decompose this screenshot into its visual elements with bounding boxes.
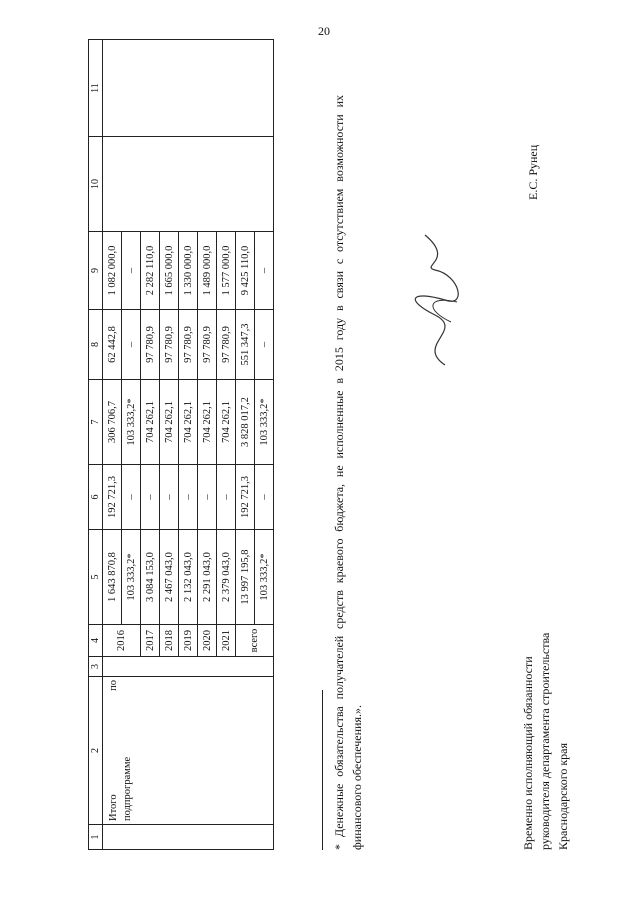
table-row xyxy=(103,40,122,850)
value-cell: – xyxy=(255,310,274,380)
year-cell: 2020 xyxy=(198,625,217,657)
value-cell: 1 643 870,8 xyxy=(103,530,122,625)
cell-col11 xyxy=(103,40,274,137)
value-cell: 704 262,1 xyxy=(217,380,236,465)
value-cell: 1 330 000,0 xyxy=(179,232,198,310)
header-cell: 10 xyxy=(89,137,103,232)
value-cell: – xyxy=(198,465,217,530)
value-cell: 9 425 110,0 xyxy=(236,232,255,310)
table-header-row xyxy=(89,40,103,850)
signature-block xyxy=(520,633,572,850)
year-cell: 2018 xyxy=(160,625,179,657)
cell-col3 xyxy=(103,657,274,677)
value-cell: 1 665 000,0 xyxy=(160,232,179,310)
signature-line: руководителя департамента строительства xyxy=(538,632,553,850)
year-cell: 2016 xyxy=(103,625,141,657)
header-cell: 6 xyxy=(89,465,103,530)
header-cell: 4 xyxy=(89,625,103,657)
signature-line: Временно исполняющий обязанности xyxy=(521,656,535,850)
row-label-word: по xyxy=(108,680,119,691)
row-label-word: подпрограмме xyxy=(122,756,134,821)
handwritten-signature xyxy=(405,230,475,370)
value-cell: 2 379 043,0 xyxy=(217,530,236,625)
value-cell: 2 282 110,0 xyxy=(141,232,160,310)
value-cell: – xyxy=(255,465,274,530)
cell-col10 xyxy=(103,137,274,232)
footnote-text: * Денежные обязательства получателей средств краевого бюджета, не исполненные в 2015 году в связи с отсутствием возможности их финансового обеспечения.». xyxy=(332,95,364,850)
cell-col1 xyxy=(103,825,274,850)
value-cell: 704 262,1 xyxy=(179,380,198,465)
header-cell: 9 xyxy=(89,232,103,310)
value-cell: 13 997 195,8 xyxy=(236,530,255,625)
year-cell: 2017 xyxy=(141,625,160,657)
value-cell: 103 333,2* xyxy=(255,380,274,465)
value-cell: – xyxy=(255,232,274,310)
row-label-word: Итого xyxy=(108,794,119,821)
budget-table xyxy=(88,39,274,850)
value-cell: 97 780,9 xyxy=(217,310,236,380)
value-cell: – xyxy=(160,465,179,530)
header-cell: 3 xyxy=(89,657,103,677)
value-cell: 97 780,9 xyxy=(141,310,160,380)
value-cell: – xyxy=(179,465,198,530)
value-cell: 704 262,1 xyxy=(141,380,160,465)
value-cell: 3 828 017,2 xyxy=(236,380,255,465)
signature-line: Краснодарского края xyxy=(555,742,570,850)
footnote xyxy=(330,95,366,850)
year-cell: 2021 xyxy=(217,625,236,657)
signer-name: Е.С. Рунец xyxy=(526,144,540,200)
value-cell: 1 489 000,0 xyxy=(198,232,217,310)
row-label-cell xyxy=(103,677,274,825)
year-cell: всего xyxy=(236,625,274,657)
value-cell: – xyxy=(122,310,141,380)
header-cell: 8 xyxy=(89,310,103,380)
value-cell: 192 721,3 xyxy=(236,465,255,530)
value-cell: 192 721,3 xyxy=(103,465,122,530)
value-cell: 2 291 043,0 xyxy=(198,530,217,625)
table-body xyxy=(89,40,274,850)
header-cell: 1 xyxy=(89,825,103,850)
page-number: 20 xyxy=(318,24,330,38)
value-cell: 704 262,1 xyxy=(160,380,179,465)
value-cell: 2 132 043,0 xyxy=(179,530,198,625)
value-cell: 1 082 000,0 xyxy=(103,232,122,310)
value-cell: 103 333,2* xyxy=(255,530,274,625)
value-cell: 97 780,9 xyxy=(179,310,198,380)
value-cell: 97 780,9 xyxy=(198,310,217,380)
value-cell: 704 262,1 xyxy=(198,380,217,465)
value-cell: 103 333,2* xyxy=(122,530,141,625)
value-cell: 103 333,2* xyxy=(122,380,141,465)
value-cell: 97 780,9 xyxy=(160,310,179,380)
value-cell: 551 347,3 xyxy=(236,310,255,380)
value-cell: 62 442,8 xyxy=(103,310,122,380)
value-cell: 2 467 043,0 xyxy=(160,530,179,625)
year-cell: 2019 xyxy=(179,625,198,657)
value-cell: 1 577 000,0 xyxy=(217,232,236,310)
value-cell: – xyxy=(217,465,236,530)
header-cell: 11 xyxy=(89,40,103,137)
value-cell: – xyxy=(122,465,141,530)
value-cell: – xyxy=(141,465,160,530)
value-cell: 306 706,7 xyxy=(103,380,122,465)
header-cell: 7 xyxy=(89,380,103,465)
value-cell: – xyxy=(122,232,141,310)
header-cell: 5 xyxy=(89,530,103,625)
header-cell: 2 xyxy=(89,677,103,825)
footnote-rule xyxy=(322,690,323,850)
value-cell: 3 084 153,0 xyxy=(141,530,160,625)
